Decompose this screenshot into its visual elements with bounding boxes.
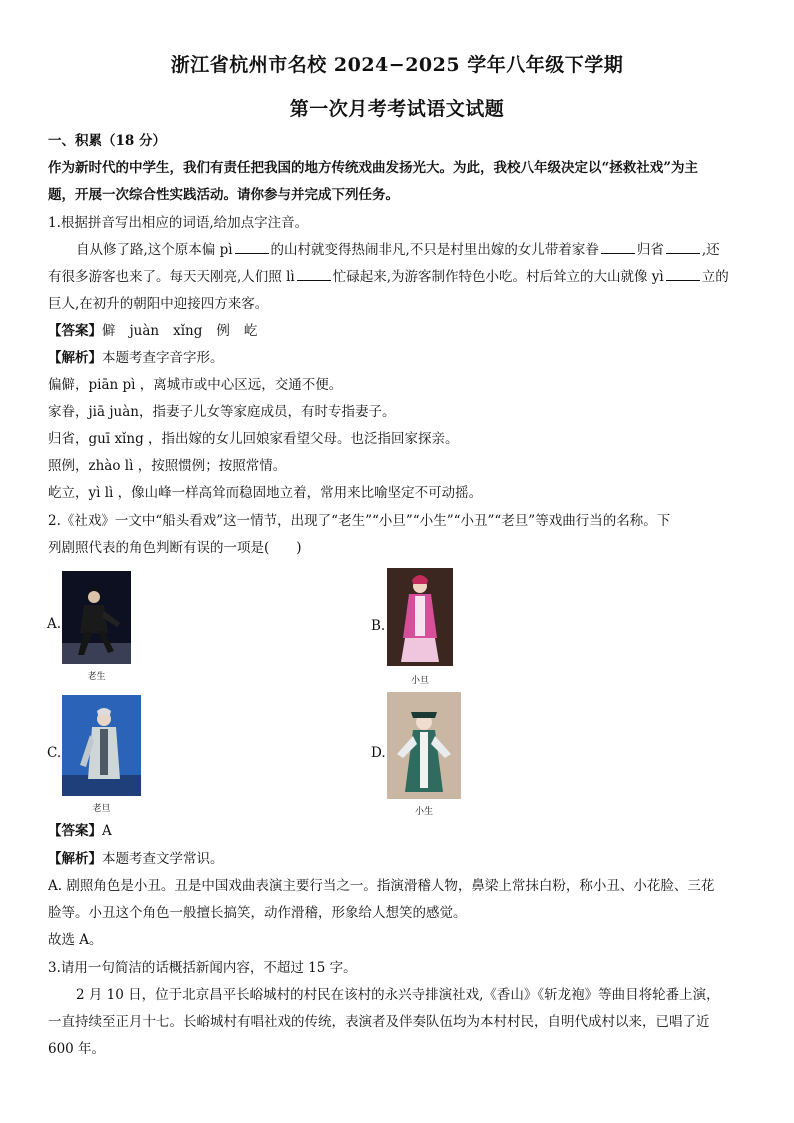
answer-item: 屹: [243, 323, 258, 339]
passage-text: 立的: [701, 269, 729, 285]
passage-text: ,还: [701, 242, 720, 258]
answer-item: 例: [216, 323, 230, 339]
option-b-photo: [387, 568, 453, 666]
analysis-label: 【解析】: [48, 851, 102, 867]
q2-analysis-text: 脸等。小丑这个角色一般擅长搞笑，动作滑稽，形象给人想笑的感觉。: [48, 905, 467, 921]
option-b-label[interactable]: B.: [371, 618, 386, 634]
q1-note: 归省，guī xǐng ，指出嫁的女儿回娘家看望父母。也泛指回家探亲。: [48, 431, 459, 447]
q3-stem: 3.请用一句简洁的话概括新闻内容，不超过 15 字。: [48, 960, 357, 976]
answer-blank[interactable]: [666, 241, 700, 254]
option-d-label[interactable]: D.: [371, 745, 386, 761]
q1-note: 家眷，jiā juàn，指妻子儿女等家庭成员，有时专指妻子。: [48, 404, 396, 420]
q2-analysis: [48, 849, 748, 869]
q1-note: 偏僻，piān pì ，离城市或中心区远，交通不便。: [48, 377, 343, 393]
q1-analysis: [48, 348, 748, 368]
intro-text: 题，开展一次综合性实践活动。请你参与并完成下列任务。: [48, 187, 399, 203]
q3-news: 一直持续至正月十七。长峪城村有唱社戏的传统，表演者及伴奏队伍均为本村村民，自明代成村以来，已唱了近: [48, 1014, 710, 1030]
q2-stem: 列剧照代表的角色判断有误的一项是( ): [48, 540, 302, 556]
actor-photo-icon: [62, 571, 131, 664]
q1-passage-line: [76, 240, 748, 260]
actor-photo-icon: [387, 568, 453, 666]
passage-text: 忙碌起来,为游客制作特色小吃。村后耸立的大山就像 yì: [332, 269, 664, 285]
answer-blank[interactable]: [601, 241, 635, 254]
passage-text: 归省: [636, 242, 664, 258]
option-a-photo: [62, 571, 131, 664]
answer-blank[interactable]: [666, 268, 700, 281]
q3-news: 600 年。: [48, 1041, 106, 1057]
passage-text: 自从修了路,这个原本偏 pì: [76, 242, 233, 258]
option-c-caption: 老旦: [92, 804, 111, 814]
analysis-text: 本题考查字音字形。: [102, 350, 224, 366]
q1-passage-line: [48, 267, 748, 287]
analysis-text: 本题考查文学常识。: [102, 851, 224, 867]
answer-blank[interactable]: [297, 268, 331, 281]
answer-label: 【答案】: [48, 323, 102, 339]
q1-passage-line: 巨人,在初升的朝阳中迎接四方来客。: [48, 296, 269, 312]
answer-blank[interactable]: [235, 241, 269, 254]
analysis-label: 【解析】: [48, 350, 102, 366]
q1-answer: [48, 321, 748, 341]
section-heading: 一、积累（18 分）: [48, 133, 166, 149]
q1-note: 照例，zhào lì ，按照惯例；按照常情。: [48, 458, 287, 474]
passage-text: 的山村就变得热闹非凡,不只是村里出嫁的女儿带着家眷: [270, 242, 599, 258]
actor-photo-icon: [387, 692, 461, 799]
answer-value: A: [102, 823, 112, 839]
answer-item: 僻: [102, 323, 116, 339]
option-a-label[interactable]: A.: [47, 616, 62, 632]
answer-item: juàn: [129, 323, 160, 339]
option-c-photo: [62, 695, 141, 796]
q3-news: 2 月 10 日，位于北京昌平长峪城村的村民在该村的永兴寺排演社戏,《香山》《斩龙袍》等曲目将轮番上演，: [76, 987, 720, 1003]
answer-item: xǐng: [173, 323, 203, 339]
q2-answer: [48, 821, 748, 841]
option-a-caption: 老生: [87, 672, 106, 682]
passage-text: 有很多游客也来了。每天天刚亮,人们照 lì: [48, 269, 295, 285]
intro-text: 作为新时代的中学生，我们有责任把我国的地方传统戏曲发扬光大。为此，我校八年级决定以“拯救社戏”为主: [48, 160, 699, 176]
q2-analysis-text: A. 剧照角色是小丑。丑是中国戏曲表演主要行当之一。指演滑稽人物，鼻梁上常抹白粉，称小丑、小花脸、三花: [48, 878, 715, 894]
option-d-caption: 小生: [414, 807, 433, 817]
q2-conclusion: 故选 A。: [48, 932, 103, 948]
exam-title-line2: 第一次月考考试语文试题: [289, 98, 505, 120]
q1-stem: 1.根据拼音写出相应的词语,给加点字注音。: [48, 215, 309, 231]
actor-photo-icon: [62, 695, 141, 796]
answer-label: 【答案】: [48, 823, 102, 839]
q2-stem: 2.《社戏》一文中“船头看戏”这一情节，出现了“老生”“小旦”“小生”“小丑”“老旦”等戏曲行当的名称。下: [48, 513, 671, 529]
option-b-caption: 小旦: [410, 676, 429, 686]
option-c-label[interactable]: C.: [47, 745, 62, 761]
q1-note: 屹立，yì lì ，像山峰一样高耸而稳固地立着，常用来比喻坚定不可动摇。: [48, 485, 483, 501]
exam-title-line1: 浙江省杭州市名校 2024−2025 学年八年级下学期: [170, 54, 624, 76]
option-d-photo: [387, 692, 461, 799]
